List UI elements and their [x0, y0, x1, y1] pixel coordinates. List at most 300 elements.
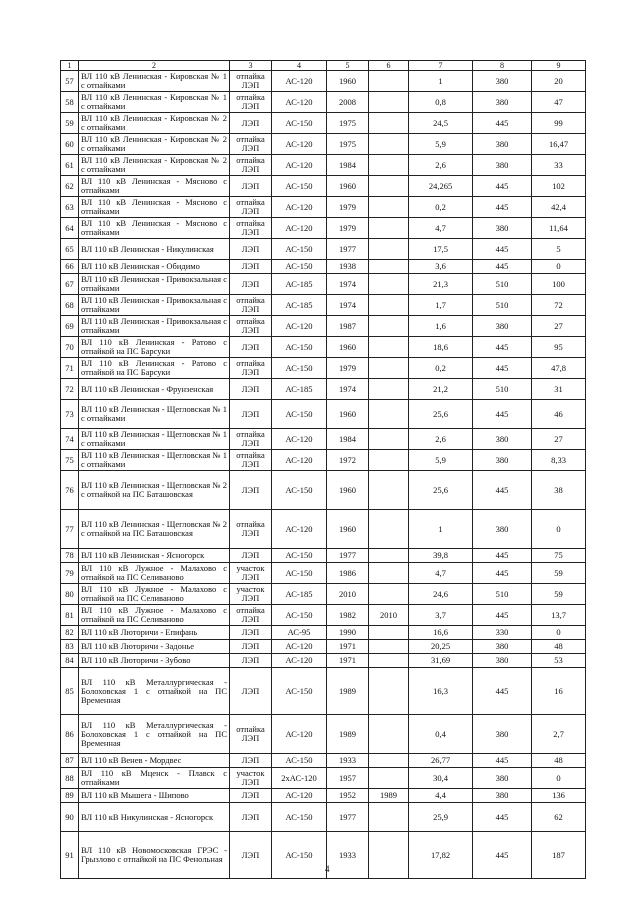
- cell-year2: [369, 471, 409, 510]
- cell-name: ВЛ 110 кВ Люторичи - Зубово: [79, 654, 230, 668]
- table-row: [61, 429, 586, 450]
- cell-name: ВЛ 110 кВ Ленинская - Ясногорск: [79, 549, 230, 563]
- cell-val: 59: [532, 563, 586, 584]
- cell-len: 25,9: [409, 803, 473, 832]
- cell-year2: [369, 626, 409, 640]
- cell-year: 1960: [327, 337, 369, 358]
- cell-len: 4,4: [409, 789, 473, 803]
- cell-name: ВЛ 110 кВ Ленинская - Кировская № 2 с отпайками: [79, 134, 230, 155]
- cell-name: ВЛ 110 кВ Ленинская - Привокзальная с отпайками: [79, 274, 230, 295]
- cell-len: 21,3: [409, 274, 473, 295]
- cell-wire: АС-120: [272, 197, 327, 218]
- cell-year: 1975: [327, 134, 369, 155]
- cell-val: 11,64: [532, 218, 586, 239]
- cell-n: 80: [61, 584, 79, 605]
- cell-type: ЛЭП: [230, 640, 272, 654]
- table-row: [61, 640, 586, 654]
- table-row: [61, 218, 586, 239]
- cell-year: 1974: [327, 274, 369, 295]
- cell-val: 46: [532, 400, 586, 429]
- cell-year2: [369, 260, 409, 274]
- cell-n: 60: [61, 134, 79, 155]
- cell-wire: АС-185: [272, 379, 327, 400]
- cell-name: ВЛ 110 кВ Мценск - Плавск с отпайками: [79, 768, 230, 789]
- cell-year: 1984: [327, 429, 369, 450]
- cell-type: участок ЛЭП: [230, 584, 272, 605]
- cell-len: 4,7: [409, 563, 473, 584]
- cell-year: 1984: [327, 155, 369, 176]
- table-row: [61, 92, 586, 113]
- cell-name: ВЛ 110 кВ Металлургическая - Болоховская 1 с отпайкой на ПС Временная: [79, 715, 230, 754]
- cell-type: ЛЭП: [230, 832, 272, 879]
- header-cell: 6: [369, 61, 409, 71]
- cell-n: 73: [61, 400, 79, 429]
- cell-wire: АС-150: [272, 471, 327, 510]
- cell-cap: 445: [473, 239, 532, 260]
- cell-len: 31,69: [409, 654, 473, 668]
- cell-year: 1974: [327, 295, 369, 316]
- cell-name: ВЛ 110 кВ Мышега - Шипово: [79, 789, 230, 803]
- header-cell: 7: [409, 61, 473, 71]
- cell-wire: АС-150: [272, 358, 327, 379]
- cell-year: 1975: [327, 113, 369, 134]
- cell-len: 24,265: [409, 176, 473, 197]
- cell-year2: [369, 654, 409, 668]
- cell-year: 1987: [327, 316, 369, 337]
- cell-n: 91: [61, 832, 79, 879]
- cell-val: 0: [532, 510, 586, 549]
- cell-len: 17,5: [409, 239, 473, 260]
- cell-val: 47: [532, 92, 586, 113]
- cell-len: 0,2: [409, 358, 473, 379]
- header-row: [61, 61, 586, 71]
- cell-len: 5,9: [409, 134, 473, 155]
- cell-year: 1979: [327, 358, 369, 379]
- cell-year2: [369, 134, 409, 155]
- cell-year2: [369, 113, 409, 134]
- cell-type: отпайка ЛЭП: [230, 450, 272, 471]
- table-row: [61, 754, 586, 768]
- cell-name: ВЛ 110 кВ Новомосковская ГРЭС - Грызлово с отпайкой на ПС Фенольная: [79, 832, 230, 879]
- cell-type: ЛЭП: [230, 789, 272, 803]
- cell-year2: [369, 218, 409, 239]
- cell-val: 75: [532, 549, 586, 563]
- cell-wire: АС-150: [272, 113, 327, 134]
- table-row: [61, 295, 586, 316]
- cell-n: 65: [61, 239, 79, 260]
- cell-cap: 510: [473, 295, 532, 316]
- cell-wire: АС-185: [272, 274, 327, 295]
- table-row: [61, 768, 586, 789]
- cell-type: участок ЛЭП: [230, 768, 272, 789]
- cell-year2: [369, 358, 409, 379]
- cell-cap: 330: [473, 626, 532, 640]
- cell-name: ВЛ 110 кВ Ленинская - Кировская № 1 с отпайками: [79, 71, 230, 92]
- cell-name: ВЛ 110 кВ Ленинская - Мясново с отпайками: [79, 197, 230, 218]
- table-row: [61, 400, 586, 429]
- cell-n: 82: [61, 626, 79, 640]
- cell-len: 1: [409, 71, 473, 92]
- cell-len: 30,4: [409, 768, 473, 789]
- cell-type: ЛЭП: [230, 549, 272, 563]
- cell-len: 0,2: [409, 197, 473, 218]
- cell-cap: 445: [473, 832, 532, 879]
- cell-n: 67: [61, 274, 79, 295]
- table-row: [61, 239, 586, 260]
- cell-year: 1933: [327, 754, 369, 768]
- cell-name: ВЛ 110 кВ Ленинская - Щегловская № 2 с отпайкой на ПС Баташовская: [79, 471, 230, 510]
- cell-year2: [369, 295, 409, 316]
- cell-cap: 445: [473, 197, 532, 218]
- cell-name: ВЛ 110 кВ Лужное - Малахово с отпайкой на ПС Селиваново: [79, 605, 230, 626]
- cell-val: 16: [532, 668, 586, 715]
- cell-len: 17,82: [409, 832, 473, 879]
- table-row: [61, 510, 586, 549]
- cell-wire: АС-120: [272, 316, 327, 337]
- cell-name: ВЛ 110 кВ Ленинская - Щегловская № 1 с отпайками: [79, 450, 230, 471]
- cell-val: 53: [532, 654, 586, 668]
- cell-wire: АС-150: [272, 832, 327, 879]
- cell-type: отпайка ЛЭП: [230, 71, 272, 92]
- cell-len: 1,6: [409, 316, 473, 337]
- cell-year2: [369, 337, 409, 358]
- cell-val: 47,8: [532, 358, 586, 379]
- cell-wire: АС-150: [272, 803, 327, 832]
- cell-name: ВЛ 110 кВ Ленинская - Кировская № 2 с отпайками: [79, 113, 230, 134]
- cell-wire: АС-150: [272, 260, 327, 274]
- cell-year2: [369, 668, 409, 715]
- cell-len: 20,25: [409, 640, 473, 654]
- cell-val: 20: [532, 71, 586, 92]
- cell-wire: АС-95: [272, 626, 327, 640]
- cell-val: 102: [532, 176, 586, 197]
- cell-year2: [369, 754, 409, 768]
- table-row: [61, 563, 586, 584]
- cell-year2: [369, 584, 409, 605]
- cell-type: ЛЭП: [230, 274, 272, 295]
- table-row: [61, 549, 586, 563]
- cell-year2: [369, 715, 409, 754]
- table-row: [61, 155, 586, 176]
- cell-cap: 380: [473, 654, 532, 668]
- cell-wire: АС-150: [272, 239, 327, 260]
- cell-year2: [369, 176, 409, 197]
- cell-year: 1933: [327, 832, 369, 879]
- cell-year2: [369, 768, 409, 789]
- cell-val: 27: [532, 316, 586, 337]
- cell-n: 90: [61, 803, 79, 832]
- cell-type: ЛЭП: [230, 626, 272, 640]
- cell-year: 1971: [327, 654, 369, 668]
- cell-n: 63: [61, 197, 79, 218]
- cell-type: отпайка ЛЭП: [230, 92, 272, 113]
- cell-type: отпайка ЛЭП: [230, 429, 272, 450]
- cell-n: 88: [61, 768, 79, 789]
- header-cell: 3: [230, 61, 272, 71]
- cell-n: 74: [61, 429, 79, 450]
- cell-wire: АС-150: [272, 605, 327, 626]
- cell-n: 64: [61, 218, 79, 239]
- cell-cap: 445: [473, 605, 532, 626]
- cell-year2: [369, 400, 409, 429]
- table-row: [61, 316, 586, 337]
- table-row: [61, 654, 586, 668]
- table-row: [61, 626, 586, 640]
- cell-n: 87: [61, 754, 79, 768]
- table-row: [61, 379, 586, 400]
- table-row: [61, 260, 586, 274]
- cell-val: 8,33: [532, 450, 586, 471]
- cell-cap: 445: [473, 337, 532, 358]
- cell-len: 1: [409, 510, 473, 549]
- cell-wire: АС-150: [272, 337, 327, 358]
- cell-n: 83: [61, 640, 79, 654]
- cell-type: отпайка ЛЭП: [230, 510, 272, 549]
- cell-val: 136: [532, 789, 586, 803]
- cell-wire: АС-150: [272, 400, 327, 429]
- cell-n: 89: [61, 789, 79, 803]
- cell-val: 2,7: [532, 715, 586, 754]
- cell-cap: 380: [473, 789, 532, 803]
- cell-name: ВЛ 110 кВ Ленинская - Никулинская: [79, 239, 230, 260]
- cell-n: 72: [61, 379, 79, 400]
- cell-year2: 2010: [369, 605, 409, 626]
- cell-wire: АС-120: [272, 429, 327, 450]
- cell-cap: 380: [473, 768, 532, 789]
- cell-val: 16,47: [532, 134, 586, 155]
- cell-name: ВЛ 110 кВ Ленинская - Мясново с отпайками: [79, 176, 230, 197]
- cell-val: 0: [532, 626, 586, 640]
- cell-wire: АС-120: [272, 510, 327, 549]
- cell-name: ВЛ 110 кВ Ленинская - Щегловская № 1 с отпайками: [79, 429, 230, 450]
- cell-type: отпайка ЛЭП: [230, 155, 272, 176]
- cell-year: 1938: [327, 260, 369, 274]
- header-cell: 1: [61, 61, 79, 71]
- cell-cap: 510: [473, 584, 532, 605]
- cell-year2: [369, 450, 409, 471]
- cell-cap: 380: [473, 715, 532, 754]
- table-row: [61, 197, 586, 218]
- cell-year: 1957: [327, 768, 369, 789]
- cell-wire: АС-120: [272, 640, 327, 654]
- cell-wire: АС-150: [272, 176, 327, 197]
- cell-name: ВЛ 110 кВ Ленинская - Привокзальная с отпайками: [79, 295, 230, 316]
- header-cell: 5: [327, 61, 369, 71]
- cell-val: 62: [532, 803, 586, 832]
- cell-len: 0,4: [409, 715, 473, 754]
- cell-year: 1982: [327, 605, 369, 626]
- cell-n: 58: [61, 92, 79, 113]
- cell-year2: [369, 197, 409, 218]
- cell-n: 61: [61, 155, 79, 176]
- cell-val: 0: [532, 768, 586, 789]
- table-row: [61, 471, 586, 510]
- cell-cap: 445: [473, 260, 532, 274]
- cell-cap: 445: [473, 803, 532, 832]
- cell-cap: 380: [473, 92, 532, 113]
- cell-type: ЛЭП: [230, 471, 272, 510]
- cell-year: 1990: [327, 626, 369, 640]
- header-cell: 2: [79, 61, 230, 71]
- table-row: [61, 71, 586, 92]
- cell-type: отпайка ЛЭП: [230, 295, 272, 316]
- cell-cap: 380: [473, 134, 532, 155]
- table-row: [61, 113, 586, 134]
- cell-cap: 380: [473, 316, 532, 337]
- cell-wire: АС-150: [272, 668, 327, 715]
- cell-n: 75: [61, 450, 79, 471]
- cell-n: 78: [61, 549, 79, 563]
- cell-name: ВЛ 110 кВ Ленинская - Щегловская № 1 с отпайками: [79, 400, 230, 429]
- cell-name: ВЛ 110 кВ Люторичи - Епифань: [79, 626, 230, 640]
- cell-n: 85: [61, 668, 79, 715]
- cell-name: ВЛ 110 кВ Лужное - Малахово с отпайкой на ПС Селиваново: [79, 563, 230, 584]
- cell-name: ВЛ 110 кВ Ленинская - Ратово с отпайкой на ПС Барсуки: [79, 337, 230, 358]
- cell-cap: 510: [473, 379, 532, 400]
- cell-len: 39,8: [409, 549, 473, 563]
- cell-cap: 445: [473, 754, 532, 768]
- cell-name: ВЛ 110 кВ Люторичи - Задонье: [79, 640, 230, 654]
- cell-type: отпайка ЛЭП: [230, 358, 272, 379]
- cell-year: 1972: [327, 450, 369, 471]
- cell-cap: 445: [473, 400, 532, 429]
- table-row: [61, 832, 586, 879]
- cell-type: ЛЭП: [230, 239, 272, 260]
- cell-len: 0,8: [409, 92, 473, 113]
- cell-val: 38: [532, 471, 586, 510]
- cell-year2: [369, 379, 409, 400]
- cell-len: 24,5: [409, 113, 473, 134]
- cell-val: 48: [532, 754, 586, 768]
- cell-year2: [369, 429, 409, 450]
- cell-wire: АС-120: [272, 789, 327, 803]
- cell-len: 16,3: [409, 668, 473, 715]
- cell-wire: АС-120: [272, 218, 327, 239]
- cell-year2: [369, 563, 409, 584]
- cell-name: ВЛ 110 кВ Ленинская - Фрунзенская: [79, 379, 230, 400]
- cell-val: 95: [532, 337, 586, 358]
- cell-val: 42,4: [532, 197, 586, 218]
- cell-wire: АС-150: [272, 754, 327, 768]
- cell-name: ВЛ 110 кВ Ленинская - Привокзальная с отпайками: [79, 316, 230, 337]
- cell-n: 71: [61, 358, 79, 379]
- table-row: [61, 789, 586, 803]
- cell-year2: [369, 640, 409, 654]
- cell-year: 2008: [327, 92, 369, 113]
- data-table: [60, 60, 586, 879]
- cell-year: 1952: [327, 789, 369, 803]
- cell-len: 3,7: [409, 605, 473, 626]
- cell-wire: АС-120: [272, 654, 327, 668]
- cell-name: ВЛ 110 кВ Ленинская - Кировская № 1 с отпайками: [79, 92, 230, 113]
- cell-len: 26,77: [409, 754, 473, 768]
- cell-year: 1977: [327, 549, 369, 563]
- cell-val: 33: [532, 155, 586, 176]
- cell-type: отпайка ЛЭП: [230, 134, 272, 155]
- cell-year: 1986: [327, 563, 369, 584]
- cell-type: ЛЭП: [230, 400, 272, 429]
- cell-year2: [369, 71, 409, 92]
- cell-name: ВЛ 110 кВ Венев - Мордвес: [79, 754, 230, 768]
- cell-wire: АС-120: [272, 71, 327, 92]
- cell-type: ЛЭП: [230, 668, 272, 715]
- cell-wire: АС-120: [272, 450, 327, 471]
- cell-len: 2,6: [409, 155, 473, 176]
- cell-n: 86: [61, 715, 79, 754]
- table-row: [61, 584, 586, 605]
- cell-year: 1977: [327, 803, 369, 832]
- table-row: [61, 176, 586, 197]
- cell-year2: [369, 92, 409, 113]
- table-row: [61, 803, 586, 832]
- cell-wire: АС-120: [272, 155, 327, 176]
- table-row: [61, 337, 586, 358]
- cell-n: 70: [61, 337, 79, 358]
- cell-cap: 380: [473, 510, 532, 549]
- cell-year: 2010: [327, 584, 369, 605]
- cell-wire: АС-150: [272, 549, 327, 563]
- cell-val: 100: [532, 274, 586, 295]
- table-row: [61, 358, 586, 379]
- cell-cap: 380: [473, 429, 532, 450]
- cell-cap: 445: [473, 113, 532, 134]
- cell-name: ВЛ 110 кВ Ленинская - Мясново с отпайками: [79, 218, 230, 239]
- cell-len: 3,6: [409, 260, 473, 274]
- cell-val: 59: [532, 584, 586, 605]
- cell-cap: 445: [473, 668, 532, 715]
- cell-wire: АС-185: [272, 584, 327, 605]
- cell-val: 48: [532, 640, 586, 654]
- cell-year2: [369, 239, 409, 260]
- cell-val: 0: [532, 260, 586, 274]
- cell-val: 31: [532, 379, 586, 400]
- cell-wire: АС-185: [272, 295, 327, 316]
- cell-wire: АС-120: [272, 92, 327, 113]
- cell-type: отпайка ЛЭП: [230, 197, 272, 218]
- cell-n: 79: [61, 563, 79, 584]
- cell-year: 1989: [327, 715, 369, 754]
- cell-val: 187: [532, 832, 586, 879]
- cell-cap: 445: [473, 563, 532, 584]
- cell-wire: 2хАС-120: [272, 768, 327, 789]
- cell-type: ЛЭП: [230, 337, 272, 358]
- cell-val: 27: [532, 429, 586, 450]
- cell-len: 16,6: [409, 626, 473, 640]
- cell-year2: [369, 274, 409, 295]
- cell-type: отпайка ЛЭП: [230, 715, 272, 754]
- cell-len: 21,2: [409, 379, 473, 400]
- table-row: [61, 715, 586, 754]
- table-row: [61, 450, 586, 471]
- cell-n: 68: [61, 295, 79, 316]
- cell-year: 1974: [327, 379, 369, 400]
- cell-cap: 445: [473, 549, 532, 563]
- cell-n: 84: [61, 654, 79, 668]
- cell-cap: 380: [473, 218, 532, 239]
- cell-n: 81: [61, 605, 79, 626]
- cell-val: 72: [532, 295, 586, 316]
- cell-type: участок ЛЭП: [230, 563, 272, 584]
- cell-cap: 380: [473, 71, 532, 92]
- cell-year: 1960: [327, 71, 369, 92]
- cell-wire: АС-120: [272, 134, 327, 155]
- cell-name: ВЛ 110 кВ Ленинская - Кировская № 2 с отпайками: [79, 155, 230, 176]
- cell-year: 1977: [327, 239, 369, 260]
- cell-year: 1960: [327, 471, 369, 510]
- cell-year: 1979: [327, 218, 369, 239]
- cell-type: ЛЭП: [230, 260, 272, 274]
- cell-n: 69: [61, 316, 79, 337]
